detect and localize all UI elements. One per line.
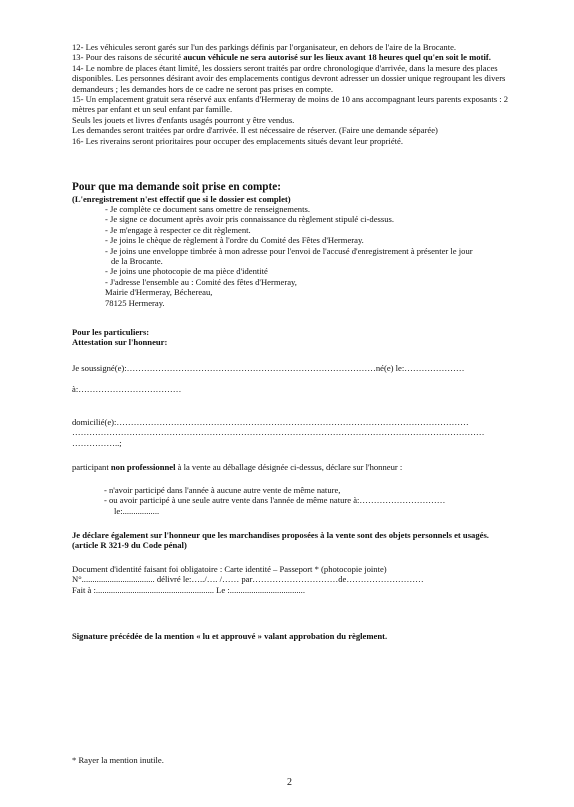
request-subtitle: (L'enregistrement n'est effectif que si le dossier est complet) [72,194,291,204]
declaration: Je déclare également sur l'honneur que les marchandises proposées à la vente sont des objets personnels et usagés. (article R 321-9 du Code pénal) [72,530,489,551]
rule-12: 12- Les véhicules seront garés sur l'un des parkings définis par l'organisateur, en dehors de l'aire de la Brocante. [72,42,457,52]
list-item: - Je signe ce document après avoir pris connaissance du règlement stipulé ci-dessus. [105,214,394,225]
participant-statement: participant non professionnel à la vente au déballage désignée ci-dessus, déclare sur l'honneur : [72,462,403,472]
address-line: 78125 Hermeray. [105,297,165,308]
domicile-line[interactable]: ……………………………………………………………………………………………………………………………… [72,427,485,438]
identity-number-field[interactable]: N°.................................. délivré le:…../…. /…… par…………………………de……………………… [72,574,424,585]
identity-section [72,564,517,595]
particuliers-heading [72,327,517,348]
option-date-field[interactable]: le:................. [114,505,160,516]
page-number: 2 [287,777,292,788]
domicile-line[interactable]: ……………..; [72,437,122,448]
fait-a-field[interactable]: Fait à :....................................................... Le :................................... [72,584,305,595]
rule-16: 16- Les riverains seront prioritaires pour occuper des emplacements situés devant leur propriété. [72,135,403,146]
list-item: - Je complète ce document sans omettre de renseignements. [105,204,310,214]
list-item: - Je joins une enveloppe timbrée à mon adresse pour l'envoi de l'accusé d'enregistrement à présenter le jour [105,245,473,256]
list-item: - Je m'engage à respecter ce dit règlement. [105,224,251,235]
heading-attestation: Attestation sur l'honneur: [72,337,168,348]
heading-particuliers: Pour les particuliers: [72,327,150,337]
rule-15-c: Les demandes seront traitées par ordre d'arrivée. Il est nécessaire de réserver. (Faire une demande séparée) [72,125,438,136]
option-no-participation[interactable]: - n'avoir participé dans l'année à aucune autre vente de même nature, [104,485,341,495]
domicile-line[interactable]: domicilié(e):…………………………………………………………………………………………………………… [72,417,469,427]
identity-document-line: Document d'identité faisant foi obligatoire : Carte identité – Passeport * (photocopie jointe) [72,564,387,574]
list-item: - J'adresse l'ensemble au : Comité des fêtes d'Hermeray, [105,276,297,287]
list-item: - Je joins le chèque de règlement à l'ordre du Comité des Fêtes d'Hermeray. [105,235,364,246]
birthplace-field[interactable]: à:……………………………… [72,384,182,394]
rule-15: 15- Un emplacement gratuit sera réservé aux enfants d'Hermeray de moins de 10 ans accompagnant leurs parents exposants : 2 mètres par enfant et un seul enfant par famille. [72,94,509,115]
rule-13: 13- Pour des raisons de sécurité aucun véhicule ne sera autorisé sur les lieux avant 18 heures quel qu'en soit le motif. [72,52,491,63]
rule-14: 14- Le nombre de places étant limité, les dossiers seront traités par ordre chronologique d'arrivée, dans la mesure des places disponibles. Les personnes désirant avoir des emplacements contigus devront adresser un dossier unique regroupant les divers demandeurs ; les demandes hors de ce cadre ne seront pas prises en compte. [72,62,506,94]
rules-section [72,42,517,146]
footnote: * Rayer la mention inutile. [72,755,164,765]
rule-15-b: Seuls les jouets et livres d'enfants usagés pourront y être vendus. [72,114,295,125]
list-item: de la Brocante. [111,256,163,267]
domicile-field[interactable] [72,417,517,448]
request-section [72,181,517,308]
address-line: Mairie d'Hermeray, Béchereau, [105,287,213,298]
list-item: - Je joins une photocopie de ma pièce d'identité [105,266,268,277]
option-one-participation[interactable]: - ou avoir participé à une seule autre vente dans l'année de même nature à:………………………… [104,495,446,506]
soussigne-field[interactable]: Je soussigné(e):……………………………………………………………………………né(e) le:………………… [72,363,465,373]
request-title: Pour que ma demande soit prise en compte: [72,181,281,193]
signature-mention: Signature précédée de la mention « lu et approuvé » valant approbation du règlement. [72,631,388,641]
request-checklist [72,204,517,308]
participation-options [104,485,524,516]
